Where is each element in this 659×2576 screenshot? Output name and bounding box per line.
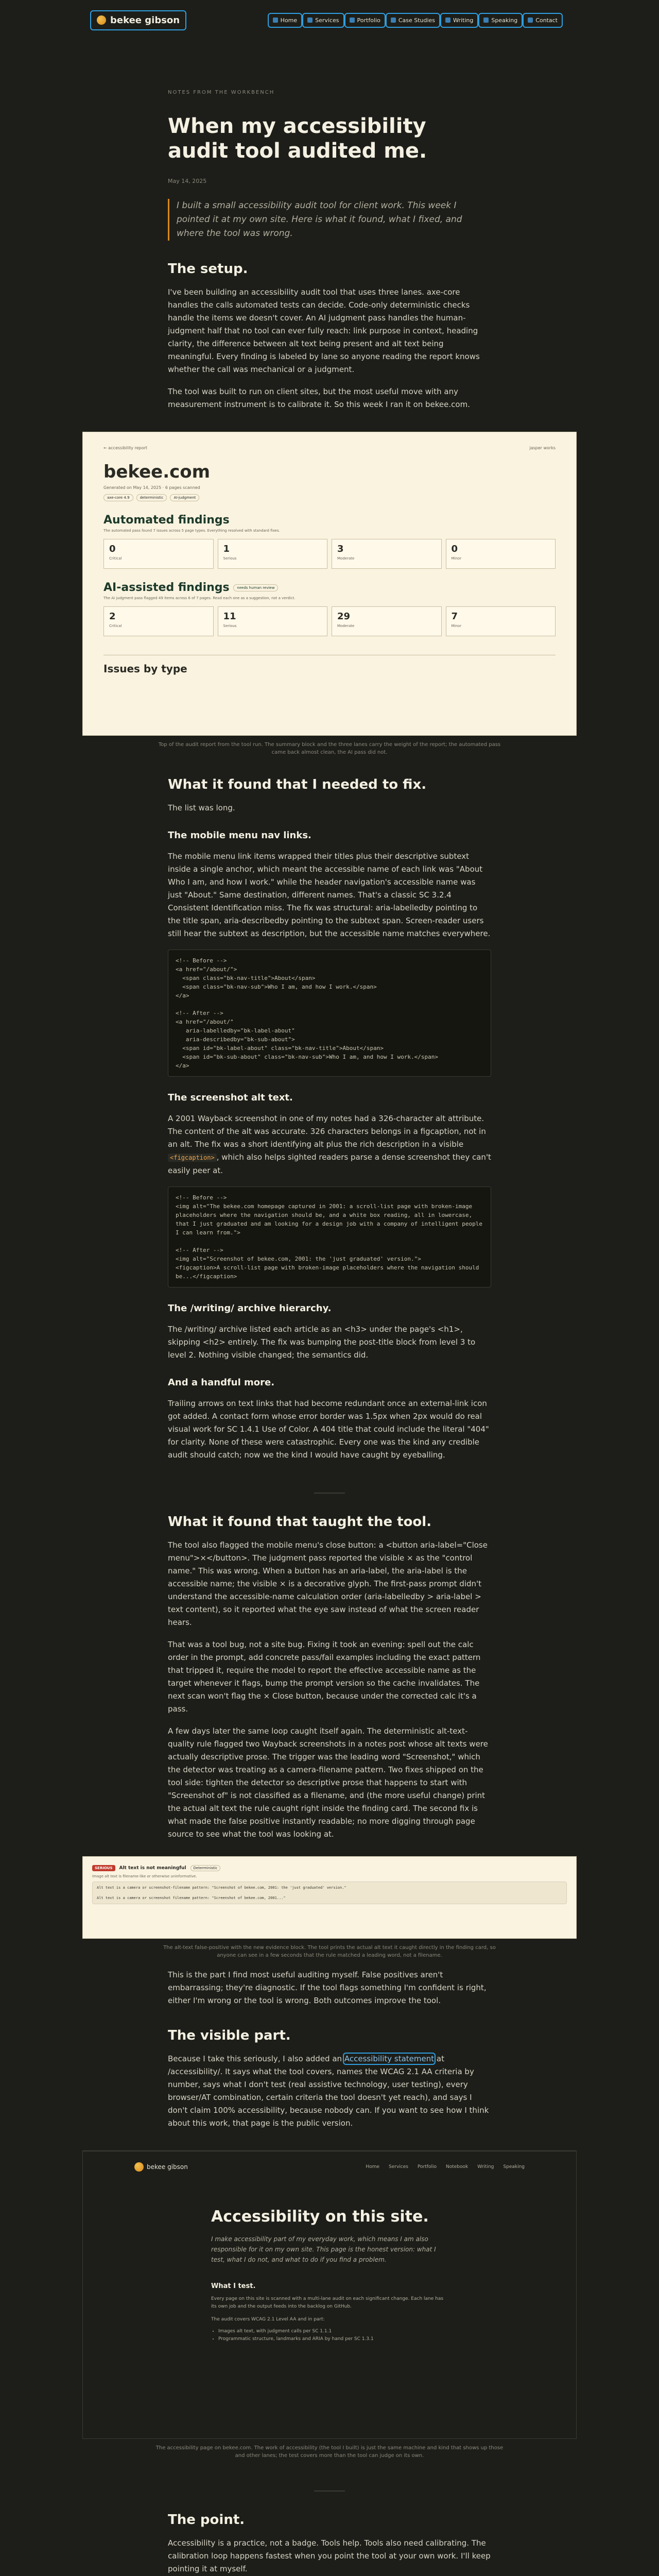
stat-card: 11 Serious (218, 606, 328, 636)
finding-evidence: Alt text is a camera or screenshot-filename pattern: "Screenshot of bekee.com, 2001: the 'just graduated' version." Alt text is a camera or screenshot filename pattern: "Screenshot of bekee.com, 2001..." (92, 1882, 567, 1904)
accessibility-statement-link[interactable]: Accessibility statement (344, 2054, 435, 2063)
speaking-icon (483, 18, 489, 23)
what-paragraph: Every page on this site is scanned with a multi-lane audit on each significant change. Each lane has its own job and the output feeds into the backlog on GitHub. (211, 2296, 444, 2309)
statement-nav-link: Services (389, 2164, 408, 2170)
lede: I built a small accessibility audit tool for client work. This week I pointed it at my own site. Here is what it found, what I fixed, and where the tool was wrong. (168, 199, 491, 241)
nav-services[interactable]: Services (304, 14, 342, 26)
taught-paragraph-2: That was a tool bug, not a site bug. Fixing it took an evening: spell out the calc order in the prompt, add concrete pass/fail examples including the exact pattern that tripped it, require the model to report the effective accessible name as the target whenever it flags, bump the prompt version so the cache invalidates. The next scan won't flag the × Close button, because under the corrected calc it's a pass. (168, 1640, 481, 1714)
article (0, 90, 659, 2576)
finding-title: Alt text is not meaningful (119, 1866, 186, 1871)
lane-tag: Deterministic (190, 1865, 221, 1871)
figure-caption: The accessibility page on bekee.com. The work of accessibility (the tool I built) is just the same machine and kind that shows up those and other lanes; the test covers more than the tool can judge on its own. (155, 2445, 504, 2459)
site-header (0, 0, 659, 40)
point-paragraph: Accessibility is a practice, not a badge. Tools help. Tools also need calibrating. The calibration loop happens fastest when you point the tool at your own work. I'll keep pointing it at myself. (168, 2538, 491, 2573)
taught-paragraph-1: The tool also flagged the mobile menu's close button: a <button aria-label="Close menu">×</button>. The judgment pass reported the visible × as the "control name." This was wrong. When a button has an aria-label, the aria-label is the accessible name; the visible × is a decorative glyph. The first-pass prompt didn't understand the accessible-name calculation order (aria-labelledby > aria-label > text content), so it reported what the eye saw instead of what the screen reader hears. (168, 1540, 488, 1627)
figure-caption: The alt-text false-positive with the new evidence block. The tool prints the actual alt text it caught directly in the finding card, so anyone can see in a few seconds that the rule matched a leading word, not a filename. (163, 1945, 496, 1958)
finding-card-figure (82, 1856, 577, 1959)
mobile-heading: The mobile menu nav links. (168, 830, 311, 841)
report-brand: jasper works (529, 446, 556, 450)
statement-screenshot: bekee gibson Home Services Portfolio Notebook Writing Speaking Accessibility on this site. I make accessibility part of my everyday work, which means I am also responsible for it on my own site. This page is the honest version: what I test, what I do not, and what to do if you find a problem. What I test. Every page on this site is scanned with a multi-lane audit on each significant change. Each lane has its own job and the output feeds into the backlog on GitHub. The audit covers WCAG 2.1 Level AA and in part: • Images alt text, with judgment calls per SC 1.1.1 • Programmatic structure, landmarks and ARIA by hand per SC 1.3.1 (82, 2150, 577, 2439)
nav-home[interactable]: Home (269, 14, 301, 26)
nav-portfolio[interactable]: Portfolio (346, 14, 384, 26)
setup-heading: The setup. (168, 261, 248, 277)
statement-nav-link: Speaking (503, 2164, 525, 2170)
logo-icon (134, 2162, 144, 2172)
stat-card: 7 Minor (446, 606, 556, 636)
visible-heading: The visible part. (168, 2028, 291, 2043)
minor-paragraph: Trailing arrows on text links that had become redundant once an external-link icon got added. A contact form whose error border was 1.5px when 2px would do real visual work for SC 1.4.1 Use of Color. A 404 title that could include the literal "404" for clarity. None of these were catastrophic. Every one was the kind any credible audit should catch; now we the kind I would have caught by eyeballing. (168, 1399, 489, 1460)
figure-caption: Top of the audit report from the tool run. The summary block and the three lanes carry the weight of the report; the automated pass came back almost clean, the AI pass did not. (158, 742, 501, 755)
nav-speaking[interactable]: Speaking (480, 14, 521, 26)
nav-contact[interactable]: Contact (524, 14, 561, 26)
stat-card: 29 Moderate (332, 606, 442, 636)
screenshot-paragraph: A 2001 Wayback screenshot in one of my notes had a 326-character alt attribute. The content of the alt was accurate. 326 characters belongs in a figcaption, not in an alt. The fix was a short identifying alt plus the rich description in a visible <figcaption> , which also helps sighted readers parse a dense screenshot they can't easily peer at. (168, 1114, 491, 1175)
stat-card: 2 Critical (103, 606, 214, 636)
mobile-paragraph: The mobile menu link items wrapped their titles plus their descriptive subtext inside a single anchor, which meant the accessible name of each link was "About Who I am, and how I work." while the header navigation's accessible name was just "About." Same destination, different names. That's a classic SC 3.2.4 Consistent Identification miss. The fix was structural: aria-labelledby pointing to the title span, aria-describedby pointing to the subtext span. Screen-reader users still hear the subtext as description, but the accessible name matches everywhere. (168, 852, 491, 938)
report-breadcrumb: ← accessibility report (103, 446, 148, 450)
taught-paragraph-4: This is the part I find most useful auditing myself. False positives aren't embarrassing; they're diagnostic. If the tool flags something I'm confident is right, either I'm wrong or the tool is wrong. Both outcomes improve the tool. (168, 1970, 487, 2005)
logo-icon (97, 15, 106, 25)
statement-nav-link: Portfolio (417, 2164, 437, 2170)
stat-card: 3 Moderate (332, 539, 442, 569)
finding-sub: Image alt text is filename-like or otherwise uninformative. (92, 1874, 197, 1878)
taught-heading: What it found that taught the tool. (168, 1514, 432, 1530)
screenshot-heading: The screenshot alt text. (168, 1092, 293, 1103)
visible-paragraph: Because I take this seriously, I also added an Accessibility statement at /accessibility/. It says what the tool covers, names the WCAG 2.1 AA criteria by number, says what I don't test (real assistive technology, user testing), every browser/AT combination, certain criteria the tool doesn't yet reach), and says I don't claim 100% accessibility, because nobody can. If you want to see how I think about this work, that page is the public version. (168, 2054, 489, 2128)
nav-case-studies[interactable]: Case Studies (387, 14, 439, 26)
report-chip: AI-judgment (170, 494, 199, 501)
report-screenshot (82, 432, 577, 736)
severity-badge: SERIOUS (92, 1865, 115, 1871)
report-screenshot-figure (82, 432, 577, 756)
code-block-nav: <!-- Before --> <a href="/about/"> <span class="bk-nav-title">About</span> <span class="bk-nav-sub">Who I am, and how I work.</span> </a> <!-- After --> <a href="/about/" aria-labelledby="bk-label-about" aria-describedby="bk-sub-about"> <span id="bk-label-about" class="bk-nav-title">About</span> <span id="bk-sub-about" class="bk-nav-sub">Who I am, and how I work.</span> </a> (168, 950, 491, 1077)
divider (314, 1493, 345, 1494)
what-heading: What I test. (211, 2282, 256, 2290)
statement-intro: I make accessibility part of my everyday work, which means I am also responsible for it on my own site. This page is the honest version: what I test, what I do not, and what to do if you find a problem. (211, 2235, 436, 2263)
writing-paragraph: The /writing/ archive listed each article as an <h3> under the page's <h1>, skipping <h2> entirely. The fix was bumping the post-title block from level 3 to level 2. Nothing visible changed; the semantics did. (168, 1325, 476, 1360)
taught-paragraph-3: A few days later the same loop caught itself again. The deterministic alt-text-quality rule flagged two Wayback screenshots in a notes post whose alt texts were actually descriptive prose. The trigger was the leading word "Screenshot," which the detector was treating as a camera-filename pattern. Two fixes shipped on the tool side: tighten the detector so descriptive prose that happens to start with "Screenshot of" is not classified as a filename, and (the more useful change) print the actual alt text the rule caught right inside the finding card. The second fix is what made the false positive instantly readable; no more digging through page source to see what the tool was looking at. (168, 1726, 488, 1839)
case-studies-icon (391, 18, 396, 23)
setup-paragraph-2: The tool was built to run on client sites, but the most useful move with any measurement instrument is to calibrate it. So this week I ran it on bekee.com. (168, 387, 470, 409)
found-paragraph: The list was long. (168, 803, 235, 812)
report-chip: axe-core 4.9 (103, 494, 133, 501)
stat-card: 0 Minor (446, 539, 556, 569)
portfolio-icon (350, 18, 355, 23)
contact-icon (528, 18, 533, 23)
list-item: • Images alt text, with judgment calls per SC 1.1.1 (218, 2328, 448, 2335)
ai-heading: AI-assisted findings needs human review (103, 581, 556, 594)
divider (314, 2490, 345, 2492)
stat-card: 1 Serious (218, 539, 328, 569)
main-nav (269, 14, 561, 26)
brand-name: bekee gibson (110, 14, 180, 26)
services-icon (307, 18, 313, 23)
statement-nav-link: Notebook (445, 2164, 469, 2170)
automated-heading: Automated findings (103, 514, 230, 527)
post-date: May 14, 2025 (168, 178, 207, 184)
finding-card-screenshot (82, 1856, 577, 1939)
eyebrow: NOTES FROM THE WORKBENCH (168, 90, 275, 95)
list-item: • Programmatic structure, landmarks and ARIA by hand per SC 1.3.1 (218, 2335, 448, 2343)
point-heading: The point. (168, 2512, 245, 2528)
found-heading: What it found that I needed to fix. (168, 777, 427, 792)
statement-nav-link: Home (366, 2164, 379, 2170)
what-paragraph-2: The audit covers WCAG 2.1 Level AA and in part: (211, 2317, 325, 2322)
automated-desc: The automated pass found 7 issues across 5 page types. Everything resolved with standard fixes. (103, 529, 280, 533)
home-icon (273, 18, 278, 23)
ai-desc: The AI judgment pass flagged 49 items across 6 of 7 pages. Read each one as a suggestion, not a verdict. (103, 596, 296, 600)
page-title: When my accessibility audit tool audited me. (168, 114, 427, 163)
issues-heading: Issues by type (103, 655, 556, 675)
brand-link[interactable] (92, 12, 185, 29)
statement-heading: Accessibility on this site. (211, 2208, 429, 2226)
report-site: bekee.com (103, 462, 211, 482)
minor-heading: And a handful more. (168, 1377, 275, 1388)
setup-paragraph-1: I've been building an accessibility audit tool that uses three lanes. axe-core handles the calls automated tests can decide. Code-only deterministic checks handle the items we doesn't cover. An AI judgment pass handles the human-judgment half that no tool can ever fully reach: link purpose in context, heading clarity, the difference between alt text being present and alt text being meaningful. Every finding is labeled by lane so anyone reading the report knows whether the call was mechanical or a judgment. (168, 287, 480, 374)
nav-writing[interactable]: Writing (442, 14, 477, 26)
report-meta: Generated on May 14, 2025 · 6 pages scanned (103, 485, 200, 490)
statement-figure (82, 2150, 577, 2460)
writing-heading: The /writing/ archive hierarchy. (168, 1303, 332, 1314)
stat-card: 0 Critical (103, 539, 214, 569)
statement-nav-link: Writing (477, 2164, 494, 2170)
ai-tag: needs human review (233, 584, 278, 591)
writing-icon (445, 18, 450, 23)
code-block-alt: <!-- Before --> <img alt="The bekee.com homepage captured in 2001: a scroll-list page with broken-image placeholders where the navigation should be, and a white box reading, all in lowercase, that I just graduated and am looking for a design job with a company of intelligent people I can learn from."> <!-- After --> <img alt="Screenshot of bekee.com, 2001: the 'just graduated' version."> <figcaption>A scroll-list page with broken-image placeholders where the navigation should be...</figcaption> (168, 1187, 491, 1287)
report-chip: deterministic (136, 494, 167, 501)
